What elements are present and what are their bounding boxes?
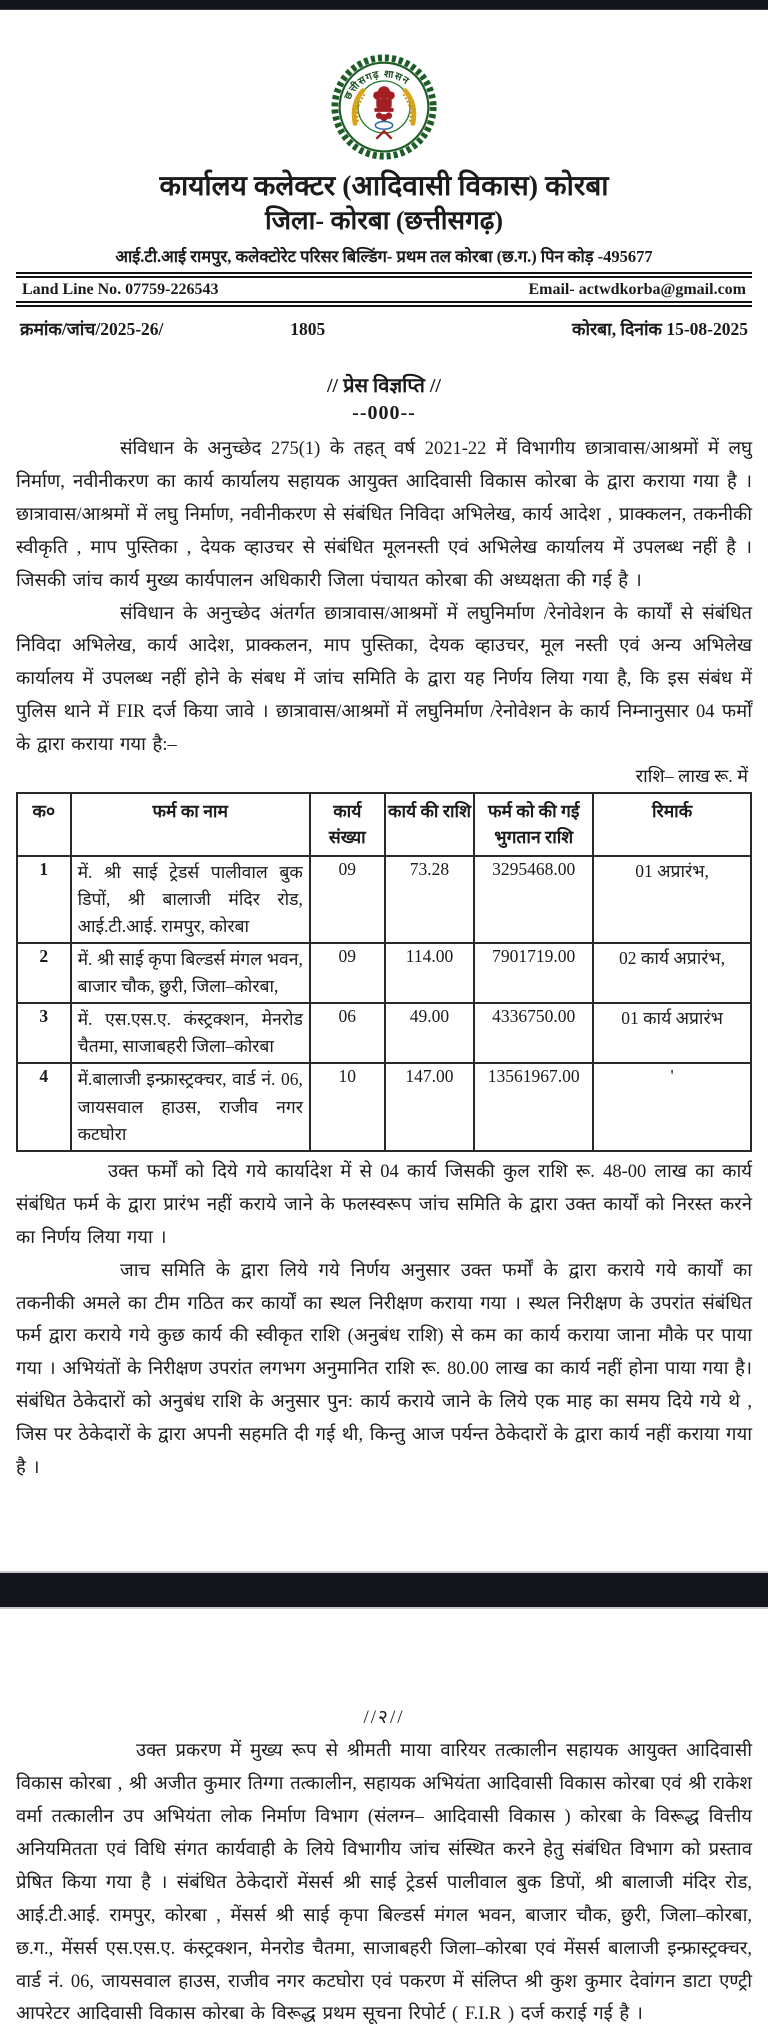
table-row (17, 856, 751, 943)
cell-serial: 1 (17, 856, 71, 943)
cell-work-count: 09 (310, 856, 385, 943)
cell-firm-name: में.बालाजी इन्फ्रास्ट्रक्चर, वार्ड नं. 06, जायसवाल हाउस, राजीव नगर कटघोरा (71, 1063, 310, 1150)
table-row (17, 1003, 751, 1063)
header-firm-name: फर्म का नाम (71, 793, 310, 856)
emblem-container (16, 54, 752, 167)
cell-firm-name: में. श्री साई ट्रेडर्स पालीवाल बुक डिपों, श्री बालाजी मंदिर रोड, आई.टी.आई. रामपुर, कोरबा (71, 856, 310, 943)
page-2 (0, 1703, 768, 2031)
reference-number: क्रमांक/जांच/2025-26/ (20, 318, 164, 339)
scan-top-black-bar (0, 0, 768, 10)
paragraph-5: उक्त प्रकरण में मुख्य रूप से श्रीमती माया वारियर तत्कालीन सहायक आयुक्त आदिवासी विकास कोरबा , श्री अजीत कुमार तिग्गा तत्कालीन, सहायक अभियंता आदिवासी विकास कोरबा एवं श्री राकेश वर्मा तत्कालीन उप अभियंता लोक निर्माण विभाग (संलग्न– आदिवासी विकास ) कोरबा के विरूद्ध वित्तीय अनियमितता एवं विधि संगत कार्यवाही के लिये विभागीय जांच संस्थित करने हेतु संबंधित विभाग को प्रस्ताव प्रेषित किया गया है । संबंधित ठेकेदारों मेंसर्स श्री साई ट्रेडर्स पालीवाल बुक डिपों, श्री बालाजी मंदिर रोड, आई.टी.आई. रामपुर, कोरबा , मेंसर्स श्री साई कृपा बिल्डर्स मंगल भवन, बाजार चौक, छुरी, जिला–कोरबा, छ.ग., मेंसर्स एस.एस.ए. कंस्ट्रक्शन, मेनरोड चैतमा, साजाबहरी जिला–कोरबा एवं मेंसर्स बालाजी इन्फ्रास्ट्रक्चर, वार्ड नं. 06, जायसवाल हाउस, राजीव नगर कटघोरा एवं पकरण में संलिप्त श्री कुश कुमार देवांगन डाटा एण्ट्री आपरेटर आदिवासी विकास कोरबा के विरूद्ध प्रथम सूचना रिपोर्ट ( F.I.R ) दर्ज कराई गई है । (16, 1741, 752, 2025)
press-release-title: // प्रेस विज्ञप्ति // (327, 374, 441, 397)
cell-remark: 02 कार्य अप्रारंभ, (593, 943, 751, 1003)
cell-work-amount: 73.28 (385, 856, 475, 943)
reference-row (16, 307, 752, 341)
cell-paid-amount: 13561967.00 (474, 1063, 593, 1150)
header-work-amount: कार्य की राशि (385, 793, 475, 856)
header-paid-amount: फर्म को की गई भुगतान राशि (474, 793, 593, 856)
cell-firm-name: में. एस.एस.ए. कंस्ट्रक्शन, मेनरोड चैतमा, साजाबहरी जिला–कोरबा (71, 1003, 310, 1063)
table-row (17, 1063, 751, 1150)
cell-serial: 3 (17, 1003, 71, 1063)
firms-table (16, 792, 752, 1152)
district-title: जिला- कोरबा (छत्तीसगढ़) (264, 206, 504, 236)
amount-unit-note: राशि– लाख रू. में (635, 766, 748, 787)
place-and-date: कोरबा, दिनांक 15-08-2025 (572, 318, 748, 339)
emblem-text: छत्तीसगढ़ शासन (342, 68, 412, 102)
scan-page-break-bar (0, 1571, 768, 1609)
office-address: आई.टी.आई रामपुर, कलेक्टोरेट परिसर बिल्डिंग- प्रथम तल कोरबा (छ.ग.) पिन कोड़ -495677 (115, 246, 653, 266)
cell-work-count: 10 (310, 1063, 385, 1150)
table-header-row (17, 793, 751, 856)
cell-remark: 01 कार्य अप्रारंभ (593, 1003, 751, 1063)
cell-work-count: 09 (310, 943, 385, 1003)
paragraph-2: संविधान के अनुच्छेद अंतर्गत छात्रावास/आश्रमों में लघुनिर्माण /रेनोवेशन के कार्यों से संबंधित निविदा अभिलेख, कार्य आदेश, प्राक्कलन, माप पुस्तिका, देयक व्हाउचर, मूल नस्ती एवं अन्य अभिलेख कार्यालय में उपलब्ध नहीं होने के संबध में जांच समिति के द्वारा यह निर्णय लिया गया है, कि इस संबंध में पुलिस थाने में FIR दर्ज किया जावे । छात्रावास/आश्रमों में लघुनिर्माण /रेनोवेशन के कार्य निम्नानुसार 04 फर्मों के द्वारा कराया गया है:– (16, 603, 752, 756)
header-serial: क० (17, 793, 71, 856)
paragraph-3: उक्त फर्मों को दिये गये कार्यादेश में से 04 कार्य जिसकी कुल राशि रू. 48-00 लाख का कार्य संबंधित फर्म के द्वारा प्रारंभ नहीं कराये जाने के फलस्वरूप जांच समिति के द्वारा उक्त कार्यों को निरस्त करने का निर्णय लिया गया । (16, 1161, 752, 1248)
page-1 (0, 54, 768, 1485)
ashoka-lions-glyph (373, 86, 395, 121)
cell-firm-name: में. श्री साई कृपा बिल्डर्स मंगल भवन, बाजार चौक, छुरी, जिला–कोरबा, (71, 943, 310, 1003)
office-title: कार्यालय कलेक्टर (आदिवासी विकास) कोरबा (159, 171, 609, 202)
paragraph-1: संविधान के अनुच्छेद 275(1) के तहत् वर्ष 2021-22 में विभागीय छात्रावास/आश्रमों में लघु निर्माण, नवीनीकरण का कार्य कार्यालय सहायक आयुक्त आदिवासी विकास कोरबा के द्वारा कराया गया है । छात्रावास/आश्रमों में लघु निर्माण, नवीनीकरण से संबंधित निविदा अभिलेख, कार्य आदेश , प्राक्कलन, तकनीकी स्वीकृति , माप पुस्तिका , देयक व्हाउचर से संबंधित मूलनस्ती एवं अभिलेख कार्यालय में उपलब्ध नहीं है । जिसकी जांच कार्य मुख्य कार्यपालन अधिकारी जिला पंचायत कोरबा की अध्यक्षता की गई है । (16, 438, 752, 591)
landline-number: Land Line No. 07759-226543 (22, 280, 219, 298)
cell-serial: 2 (17, 943, 71, 1003)
chhattisgarh-government-seal-icon (325, 54, 443, 162)
page-2-number: //२// (363, 1707, 405, 1729)
header-work-count: कार्य संख्या (310, 793, 385, 856)
cell-work-amount: 114.00 (385, 943, 475, 1003)
cell-paid-amount: 4336750.00 (474, 1003, 593, 1063)
dispatch-number: 1805 (290, 318, 326, 339)
header-remark: रिमार्क (593, 793, 751, 856)
cell-serial: 4 (17, 1063, 71, 1150)
cell-work-amount: 147.00 (385, 1063, 475, 1150)
cell-work-amount: 49.00 (385, 1003, 475, 1063)
cell-remark: 01 अप्रारंभ, (593, 856, 751, 943)
cell-remark: ' (593, 1063, 751, 1150)
contact-row (16, 278, 752, 301)
press-release-divider: --000-- (352, 401, 416, 424)
paragraph-4: जाच समिति के द्वारा लिये गये निर्णय अनुसार उक्त फर्मों के द्वारा कराये गये कार्यों का तकनीकी अमले का टीम गठित कर कार्यों का स्थल निरीक्षण कराया गया । स्थल निरीक्षण के उपरांत संबंधित फर्म द्वारा कराये गये कुछ कार्य की स्वीकृत राशि (अनुबंध राशि) से कम का कार्य कराया जाना मौके पर पाया गया । अभियंतों के निरीक्षण उपरांत लगभग अनुमानित राशि रू. 80.00 लाख का कार्य नहीं होना पाया गया है। संबंधित ठेकेदारों को अनुबंध राशि के अनुसार पुन: कार्य कराये जाने के लिये एक माह का समय दिये गये थे , जिस पर ठेकेदारों के द्वारा अपनी सहमति दी गई थी, किन्तु आज पर्यन्त ठेकेदारों के द्वारा कार्य नहीं कराया गया है । (16, 1260, 752, 1479)
email-address: Email- actwdkorba@gmail.com (528, 280, 746, 298)
cell-work-count: 06 (310, 1003, 385, 1063)
table-row (17, 943, 751, 1003)
cell-paid-amount: 3295468.00 (474, 856, 593, 943)
cell-paid-amount: 7901719.00 (474, 943, 593, 1003)
